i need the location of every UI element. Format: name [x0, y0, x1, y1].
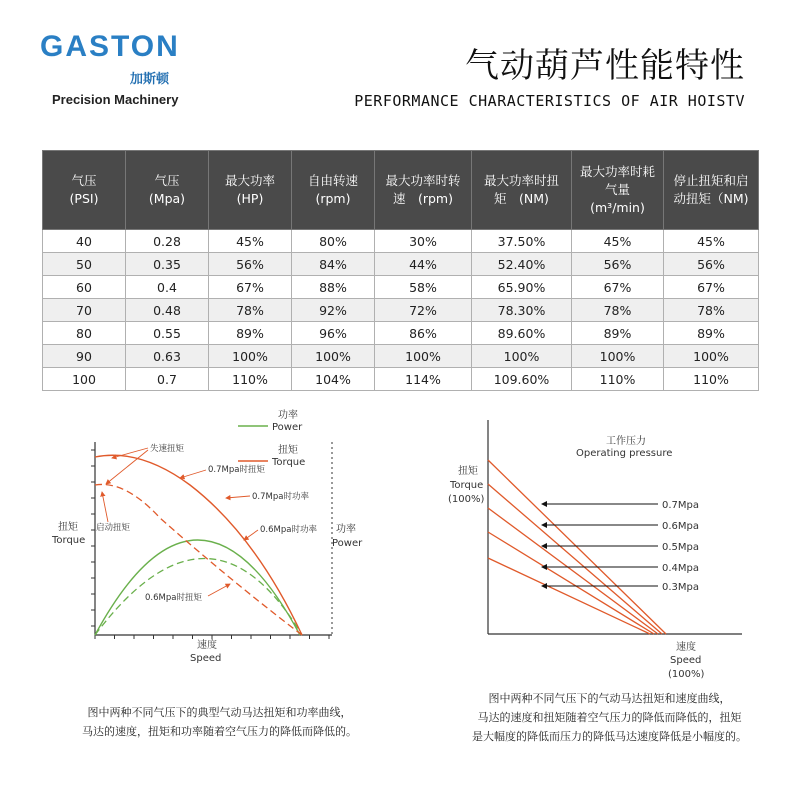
- table-cell: 78%: [209, 299, 292, 322]
- x-label-cn: 速度: [197, 640, 217, 651]
- col-header: 气压 (PSI): [43, 151, 126, 230]
- table-cell: 50: [43, 253, 126, 276]
- page-subtitle: PERFORMANCE CHARACTERISTICS OF AIR HOISTV: [354, 92, 745, 110]
- label-power-06: 0.6Mpa时功率: [260, 525, 317, 535]
- x-label-pct: (100%): [668, 669, 705, 680]
- table-cell: 114%: [375, 368, 472, 391]
- logo-chinese-name: 加斯顿: [130, 72, 170, 87]
- pressure-line: [488, 558, 650, 634]
- performance-table: [42, 150, 759, 391]
- table-row: [43, 230, 759, 253]
- table-cell: 0.28: [126, 230, 209, 253]
- table-cell: 0.63: [126, 345, 209, 368]
- table-cell: 44%: [375, 253, 472, 276]
- torque-curve-07: [95, 455, 302, 635]
- page-title: 气动葫芦性能特性: [465, 46, 745, 86]
- table-cell: 100%: [664, 345, 759, 368]
- pressure-line: [488, 508, 658, 634]
- table-cell: 0.4: [126, 276, 209, 299]
- table-cell: 58%: [375, 276, 472, 299]
- legend-torque-cn: 扭矩: [278, 445, 298, 456]
- table-cell: 92%: [292, 299, 375, 322]
- power-curve-07: [95, 540, 300, 635]
- table-cell: 80%: [292, 230, 375, 253]
- table-header-row: [43, 151, 759, 230]
- x-label-en: Speed: [670, 655, 702, 666]
- logo-subtitle: Precision Machinery: [52, 92, 179, 107]
- pressure-line: [488, 484, 662, 634]
- torque-speed-chart: [430, 400, 770, 685]
- y-label-pct: (100%): [448, 494, 485, 505]
- table-cell: 65.90%: [472, 276, 572, 299]
- right-caption: 图中两种不同气压下的气动马达扭矩和速度曲线， 马达的速度和扭矩随着空气压力的降低而降低的，扭矩 是大幅度的降低而压力的降低马达速度降低是小幅度的。: [472, 692, 747, 743]
- pressure-label: 0.5Mpa: [662, 542, 700, 553]
- table-cell: 89.60%: [472, 322, 572, 345]
- power-06-arrow: [244, 530, 258, 540]
- table-cell: 0.55: [126, 322, 209, 345]
- table-cell: 100%: [375, 345, 472, 368]
- pressure-title-en: Operating pressure: [576, 448, 673, 459]
- table-cell: 52.40%: [472, 253, 572, 276]
- table-cell: 70: [43, 299, 126, 322]
- table-cell: 100%: [472, 345, 572, 368]
- table-cell: 45%: [209, 230, 292, 253]
- table-cell: 60: [43, 276, 126, 299]
- table-cell: 89%: [209, 322, 292, 345]
- col-header: 最大功率 (HP): [209, 151, 292, 230]
- torque-06-arrow: [208, 584, 230, 596]
- table-cell: 80: [43, 322, 126, 345]
- label-start-torque: 启动扭矩: [96, 523, 131, 533]
- torque-power-chart: [40, 400, 380, 670]
- table-cell: 67%: [209, 276, 292, 299]
- table-cell: 56%: [209, 253, 292, 276]
- power-07-arrow: [226, 496, 250, 498]
- table-cell: 45%: [572, 230, 664, 253]
- table-cell: 90: [43, 345, 126, 368]
- table-cell: 86%: [375, 322, 472, 345]
- col-header: 最大功率时耗气量 (m³/min): [572, 151, 664, 230]
- table-row: [43, 276, 759, 299]
- x-label-en: Speed: [190, 653, 222, 664]
- table-cell: 56%: [572, 253, 664, 276]
- table-cell: 67%: [572, 276, 664, 299]
- logo-wordmark: GASTON: [40, 30, 180, 63]
- label-stall-torque: 失速扭矩: [150, 444, 185, 454]
- table-cell: 110%: [572, 368, 664, 391]
- y-label-right-en: Power: [332, 538, 363, 549]
- table-cell: 78%: [664, 299, 759, 322]
- table-cell: 78%: [572, 299, 664, 322]
- pressure-label: 0.6Mpa: [662, 521, 700, 532]
- table-cell: 96%: [292, 322, 375, 345]
- table-cell: 89%: [572, 322, 664, 345]
- table-cell: 104%: [292, 368, 375, 391]
- table-cell: 37.50%: [472, 230, 572, 253]
- table-row: [43, 322, 759, 345]
- table-cell: 0.7: [126, 368, 209, 391]
- x-label-cn: 速度: [676, 642, 696, 653]
- table-cell: 110%: [209, 368, 292, 391]
- table-cell: 56%: [664, 253, 759, 276]
- col-header: 最大功率时转 速 (rpm): [375, 151, 472, 230]
- left-caption: 图中两种不同气压下的典型气动马达扭矩和功率曲线， 马达的速度，扭矩和功率随着空气压力的降低而降低的。: [82, 706, 357, 738]
- legend-torque-en: Torque: [272, 457, 306, 468]
- pressure-label: 0.3Mpa: [662, 582, 700, 593]
- table-cell: 100: [43, 368, 126, 391]
- col-header: 自由转速 (rpm): [292, 151, 375, 230]
- y-label-right-cn: 功率: [336, 524, 356, 535]
- pressure-line: [488, 532, 654, 634]
- table-body: [43, 230, 759, 391]
- table-cell: 78.30%: [472, 299, 572, 322]
- table-cell: 89%: [664, 322, 759, 345]
- y-label-left-cn: 扭矩: [58, 522, 78, 533]
- table-cell: 30%: [375, 230, 472, 253]
- table-cell: 72%: [375, 299, 472, 322]
- table-cell: 45%: [664, 230, 759, 253]
- pressure-line: [488, 460, 666, 634]
- pressure-label: 0.7Mpa: [662, 500, 700, 511]
- axis-ticks: [91, 450, 329, 639]
- torque-curve-06: [95, 484, 302, 635]
- y-label-cn: 扭矩: [458, 466, 478, 477]
- table-cell: 0.48: [126, 299, 209, 322]
- label-torque-06: 0.6Mpa时扭矩: [145, 593, 202, 603]
- table-row: [43, 253, 759, 276]
- table-cell: 84%: [292, 253, 375, 276]
- table-cell: 100%: [209, 345, 292, 368]
- y-label-en: Torque: [450, 480, 484, 491]
- table-cell: 0.35: [126, 253, 209, 276]
- start-torque-arrow: [102, 492, 108, 522]
- table-cell: 109.60%: [472, 368, 572, 391]
- company-logo: [40, 30, 190, 115]
- table-cell: 88%: [292, 276, 375, 299]
- table-row: [43, 345, 759, 368]
- table-cell: 67%: [664, 276, 759, 299]
- label-power-07: 0.7Mpa时功率: [252, 492, 309, 502]
- torque-07-arrow: [180, 470, 206, 478]
- table-cell: 100%: [572, 345, 664, 368]
- table-cell: 110%: [664, 368, 759, 391]
- pressure-label: 0.4Mpa: [662, 563, 700, 574]
- table-row: [43, 299, 759, 322]
- col-header: 最大功率时扭 矩 (NM): [472, 151, 572, 230]
- col-header: 气压 (Mpa): [126, 151, 209, 230]
- legend-power-en: Power: [272, 422, 303, 433]
- pressure-title-cn: 工作压力: [606, 436, 646, 447]
- y-label-left-en: Torque: [52, 535, 86, 546]
- label-torque-07: 0.7Mpa时扭矩: [208, 465, 265, 475]
- table-cell: 40: [43, 230, 126, 253]
- legend-power-cn: 功率: [278, 410, 298, 421]
- table-cell: 100%: [292, 345, 375, 368]
- col-header: 停止扭矩和启 动扭矩（NM): [664, 151, 759, 230]
- table-row: [43, 368, 759, 391]
